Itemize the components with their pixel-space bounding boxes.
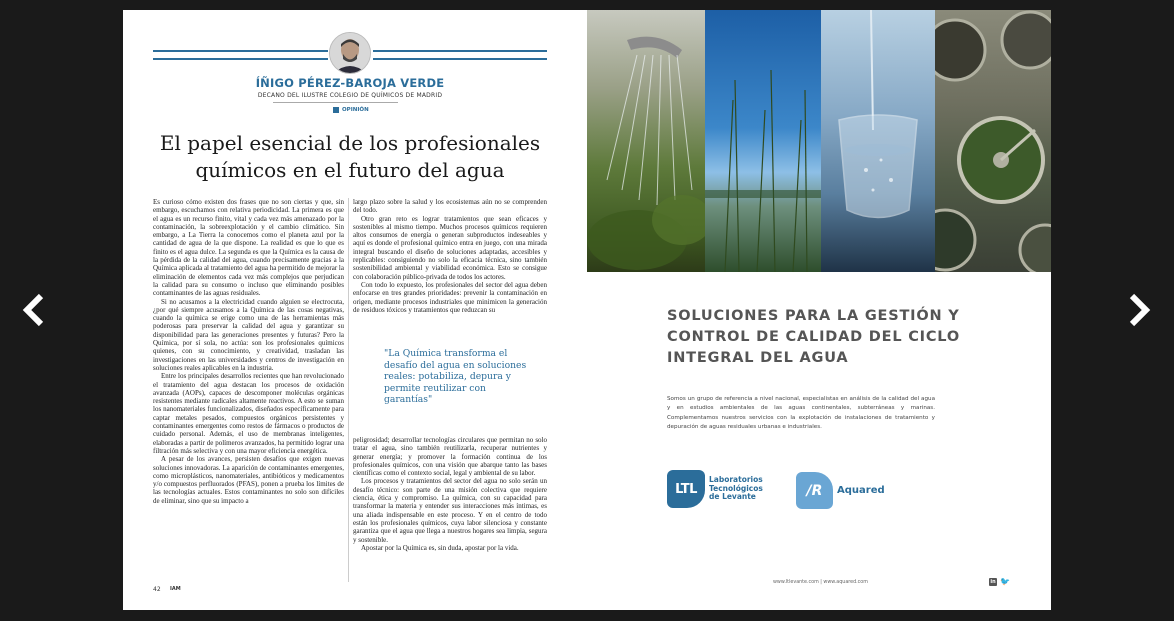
article-column-2-top bbox=[353, 198, 547, 336]
opinion-icon bbox=[333, 107, 339, 113]
paragraph: Es curioso cómo existen dos frases que no son ciertas y que, sin embargo, escuchamos con relativa periodicidad. La primera es que el agua es un recurso finito, vital y cada vez más amenazado por la contaminación, la sobreexplotación y el cambio climático. Sin embargo, a La Tierra la conocemos como el planeta azul por la cantidad de agua de la que dispone. La realidad es que lo que es finito es el agua dulce. La segunda es que la Química es la causa de la pérdida de la calidad del agua, cuando precisamente gracias a la Química aplicada al tratamiento del agua ha permitido de mejorar la eliminación de elementos cada vez más complejos que perjudican la calidad para su consumo o incluso que eliminando posibles contaminantes de las aguas residuales. bbox=[153, 198, 344, 298]
twitter-icon: 🐦 bbox=[1000, 577, 1010, 586]
right-page-advertisement bbox=[587, 10, 1051, 610]
ad-title-line-3: INTEGRAL DEL AGUA bbox=[667, 350, 849, 366]
header-rule-right bbox=[373, 50, 547, 60]
ad-title bbox=[667, 306, 967, 369]
paragraph: Apostar por la Química es, sin duda, apostar por la vida. bbox=[361, 543, 519, 552]
section-tag bbox=[333, 107, 369, 113]
photo-strip bbox=[587, 10, 1051, 272]
previous-page-button[interactable] bbox=[14, 290, 54, 330]
article-column-1 bbox=[153, 198, 344, 582]
photo-irrigation bbox=[587, 10, 705, 272]
paragraph: Otro gran reto es lograr tratamientos que sean eficaces y sostenibles al mismo tiempo. Muchos procesos químicos requieren altos consumos de energía o generan subproductos indeseables y aquí es donde el profesional químico entra en juego, con una mirada integral buscando el diseño de soluciones adaptadas, accesibles y replicables: consiguiendo no solo la eficacia técnica, sino también sostenibilidad ambiental y viabilidad económica. Esto se consigue con colaboración público-privada de todos los actores. bbox=[353, 214, 547, 281]
author-name: ÍÑIGO PÉREZ-BAROJA VERDE bbox=[255, 76, 445, 90]
chevron-right-icon bbox=[1119, 290, 1159, 330]
magazine-spread bbox=[123, 10, 1051, 610]
aquared-logo-text: Aquared bbox=[837, 485, 885, 496]
next-page-button[interactable] bbox=[1119, 290, 1159, 330]
divider bbox=[273, 102, 398, 103]
linkedin-icon: in bbox=[990, 579, 996, 585]
ad-title-line-1: SOLUCIONES PARA LA GESTIÓN Y bbox=[667, 308, 960, 324]
ltl-logo-text bbox=[709, 476, 763, 502]
ad-title-line-2: CONTROL DE CALIDAD DEL CICLO bbox=[667, 329, 960, 345]
ad-website-links: www.ltlevante.com | www.aquared.com bbox=[773, 580, 868, 585]
article-title bbox=[153, 130, 547, 184]
paragraph: A pesar de los avances, persisten desafíos que exigen nuevas soluciones innovadoras. La aparición de contaminantes emergentes, como microplásticos, nanomateriales, antibióticos y medicamentos y/o compuestos perfluorados (PFAS), ponen a prueba los límites de las tecnologías actuales. Estos contaminantes no solo son difíciles de eliminar, sino que su impacto a bbox=[153, 455, 344, 505]
photo-water-glass bbox=[821, 10, 935, 272]
section-label: OPINIÓN bbox=[342, 107, 369, 113]
ltl-line-2: Tecnológicos bbox=[709, 483, 763, 493]
ltl-line-1: Laboratorios bbox=[709, 475, 763, 485]
paragraph: Los procesos y tratamientos del sector del agua no solo serán un desafío técnico: son parte de una misión colectiva que requiere ciencia, ética y compromiso. La química, con su capacidad para transformar la materia y entender sus interacciones más íntimas, es una aliada indispensable en este proceso. Y en el centro de todo están los profesionales químicos, cuya labor silenciosa y constante garantiza que el agua que llega a nuestros hogares sea limpia, segura y sostenible. bbox=[353, 477, 547, 544]
paragraph: Entre los principales desarrollos recientes que han revolucionado el tratamiento del agua destacan los procesos de oxidación avanzada (AOPs), capaces de descomponer moléculas orgánicas resistentes mediante radicales altamente reactivos. A esto se suman los nanomateriales funcionalizados, diseñados específicamente para captar metales pesados, compuestos orgánicos persistentes y contaminantes emergentes como restos de fármacos o productos de cuidado personal. Además, el uso de membranas inteligentes, elaboradas a partir de polímeros avanzados, ha permitido lograr una filtración más selectiva y con una mayor eficiencia energética. bbox=[153, 372, 344, 455]
chevron-left-icon bbox=[14, 290, 54, 330]
ltl-logo bbox=[667, 470, 763, 508]
paragraph: Si no acusamos a la electricidad cuando alguien se electrocuta, ¿por qué siempre acusamos a la Química de las cosas negativas, cuando la química se erige como una de las herramientas más poderosas para preservar la calidad del agua y garantizar su disponibilidad para las generaciones presentes y futuras? Pero la Química, por sí sola, no actúa: son los profesionales químicos quienes, con su conocimiento, y creatividad, trasladan las investigaciones en las universidades y centros de investigación en soluciones reales aplicables en la industria. bbox=[153, 297, 344, 372]
photo-treatment-plant bbox=[935, 10, 1051, 272]
column-divider bbox=[348, 198, 349, 582]
magazine-logo: IAM bbox=[170, 586, 181, 592]
ltl-logo-mark: LTL bbox=[667, 470, 705, 508]
paragraph: largo plazo sobre la salud y los ecosistemas aún no se comprenden del todo. bbox=[353, 198, 547, 215]
header-rule-left bbox=[153, 50, 328, 60]
page-number: 42 bbox=[153, 586, 161, 593]
aquared-logo-mark: /R bbox=[796, 472, 833, 509]
paragraph: peligrosidad; desarrollar tecnologías circulares que permitan no solo tratar el agua, sino también reutilizarla, recuperar nutrientes y generar energía; y promover la formación continua de los profesionales químicos, con una visión que abarque tanto las bases científicas como el contexto social, legal y ambiental de su labor. bbox=[353, 436, 547, 478]
social-icons bbox=[989, 578, 1008, 586]
author-avatar bbox=[329, 32, 371, 74]
left-page bbox=[123, 10, 587, 610]
photo-reeds-lake bbox=[705, 10, 821, 272]
author-role: DECANO DEL ILUSTRE COLEGIO DE QUÍMICOS DE MADRID bbox=[257, 92, 443, 99]
article-column-2-bottom bbox=[353, 436, 547, 584]
ad-description: Somos un grupo de referencia a nivel nacional, especialistas en análisis de la calidad del agua y en estudios ambientales de las aguas continentales, subterráneas y marinas. Complementamos nuestros servicios con la explotación de instalaciones de tratamiento y depuración de aguas residuales urbanas e industriales. bbox=[667, 396, 935, 430]
paragraph: Con todo lo expuesto, los profesionales del sector del agua deben enfocarse en tres grandes prioridades: prevenir la contaminación en origen, mediante procesos industriales que minimicen la generación de residuos tóxicos y tratamientos que reduzcan su bbox=[353, 280, 547, 314]
pull-quote: "La Química transforma el desafío del agua en soluciones reales: potabiliza, depura y permite reutilizar con garantías" bbox=[384, 348, 527, 406]
ltl-line-3: de Levante bbox=[709, 492, 756, 502]
title-line-2: químicos en el futuro del agua bbox=[195, 158, 505, 182]
aquared-logo bbox=[796, 472, 885, 509]
title-line-1: El papel esencial de los profesionales bbox=[159, 131, 541, 155]
